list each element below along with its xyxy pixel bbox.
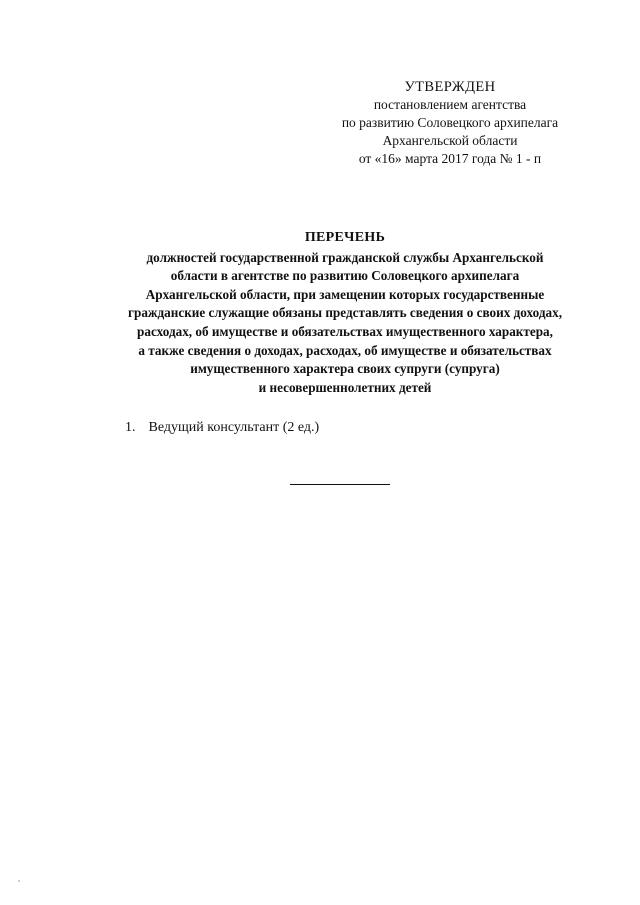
list-item-number: 1. (125, 420, 136, 435)
document-title: ПЕРЕЧЕНЬ (304, 230, 386, 245)
title-line: и несовершеннолетних детей (258, 379, 432, 395)
approval-line: по развитию Соловецкого архипелага (341, 115, 559, 130)
document-title-block (80, 229, 610, 397)
approval-heading: УТВЕРЖДЕН (404, 79, 496, 95)
title-line: должностей государственной гражданской службы Архангельской (146, 249, 544, 265)
title-line: области в агентстве по развитию Соловецкого архипелага (170, 268, 520, 284)
title-line: гражданские служащие обязаны представлять сведения о своих доходах, (128, 305, 562, 321)
positions-list (125, 419, 319, 437)
closing-divider-line (290, 484, 390, 485)
title-line: расходах, об имуществе и обязательствах имущественного характера, (137, 323, 553, 339)
approval-line: постановлением агентства (373, 97, 527, 112)
approval-stamp (300, 78, 600, 168)
list-item (125, 419, 319, 437)
approval-date-line: от «16» марта 2017 года № 1 - п (358, 151, 542, 166)
title-line: Архангельской области, при замещении которых государственные (145, 286, 545, 302)
title-line: а также сведения о доходах, расходах, об имуществе и обязательствах (138, 342, 552, 358)
title-line: имущественного характера своих супруги (супруга) (190, 361, 500, 377)
approval-line: Архангельской области (382, 133, 518, 148)
list-item-text: Ведущий консультант (2 ед.) (148, 420, 320, 435)
scan-speck (18, 880, 20, 882)
